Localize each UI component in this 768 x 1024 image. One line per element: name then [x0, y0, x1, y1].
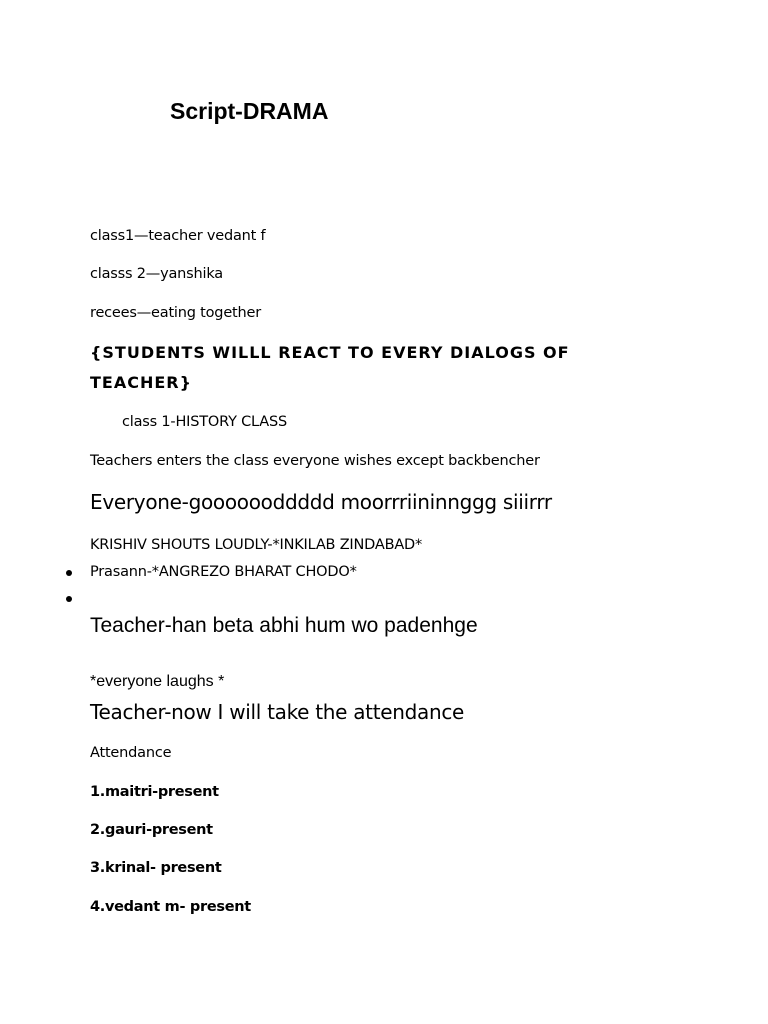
cast-line-class1: class1—teacher vedant f — [90, 228, 266, 244]
dialog-line-teacher-1: Teacher-han beta abhi hum wo padenhge — [90, 614, 478, 637]
stage-direction-heading-line1: {STUDENTS WILLL REACT TO EVERY DIALOGS OF — [90, 343, 570, 362]
scene-heading: class 1-HISTORY CLASS — [122, 414, 287, 430]
bullet-icon — [66, 596, 72, 602]
document-title: Script-DRAMA — [170, 98, 329, 124]
cast-line-recess: recees—eating together — [90, 305, 261, 321]
stage-direction-laughs: *everyone laughs * — [90, 673, 225, 690]
stage-direction-heading-line2: TEACHER} — [90, 373, 192, 392]
bullet-icon — [66, 570, 72, 576]
attendance-item: 2.gauri-present — [90, 822, 213, 838]
attendance-item: 3.krinal- present — [90, 860, 222, 876]
action-line: Teachers enters the class everyone wishes except backbencher — [90, 453, 540, 469]
attendance-item: 1.maitri-present — [90, 784, 219, 800]
dialog-line-everyone: Everyone-gooooooddddd moorrriininnggg siiirrr — [90, 490, 552, 514]
attendance-heading: Attendance — [90, 745, 172, 761]
cast-line-class2: classs 2—yanshika — [90, 266, 223, 282]
dialog-line-prasann: Prasann-*ANGREZO BHARAT CHODO* — [90, 564, 357, 580]
attendance-item: 4.vedant m- present — [90, 899, 251, 915]
dialog-line-teacher-2: Teacher-now I will take the attendance — [90, 700, 465, 724]
dialog-line-krishiv: KRISHIV SHOUTS LOUDLY-*INKILAB ZINDABAD* — [90, 537, 423, 553]
